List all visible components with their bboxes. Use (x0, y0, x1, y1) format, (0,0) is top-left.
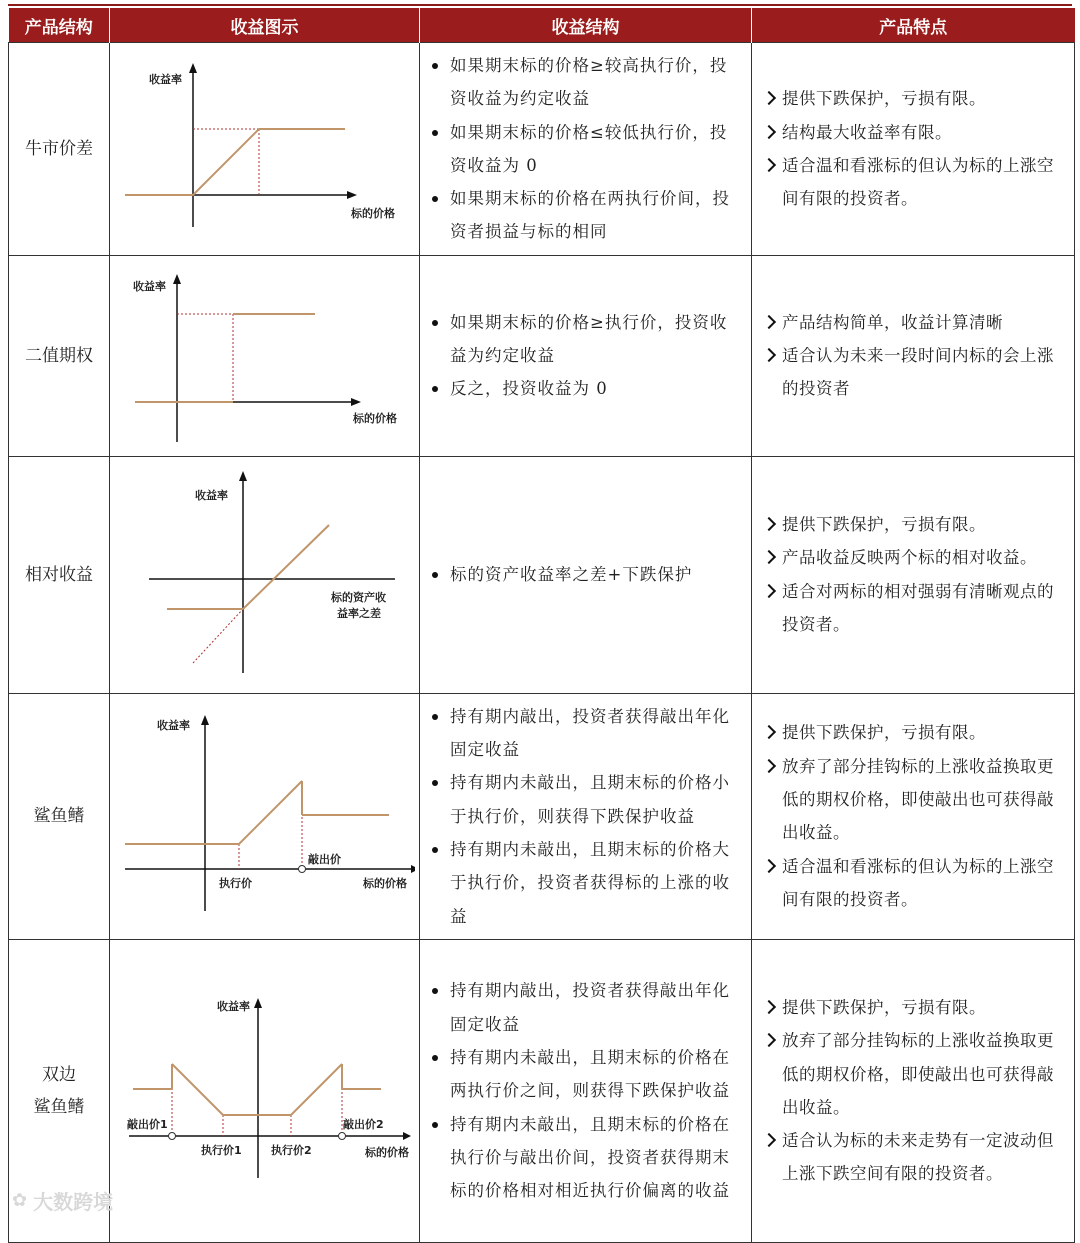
product-name: 牛市价差 (9, 43, 110, 256)
x-axis-label: 标的价格 (350, 206, 395, 220)
x-axis-arrow-icon (351, 398, 361, 406)
feature-item: 提供下跌保护，亏损有限。 (762, 991, 1066, 1024)
payoff-chart-cell (110, 693, 420, 939)
double-shark-fin-chart (115, 940, 415, 1238)
knockout2-label: 敲出价2 (342, 1117, 384, 1131)
payoff-structure-cell (420, 255, 752, 456)
features-cell (752, 43, 1075, 256)
payoff-structure-cell (420, 43, 752, 256)
product-structure-table (8, 8, 1075, 1243)
structure-item: 如果期末标的价格≥执行价，投资收益为约定收益 (430, 306, 743, 373)
y-axis-arrow-icon (189, 63, 197, 73)
shark-fin-chart (115, 699, 415, 929)
feature-item: 产品收益反映两个标的相对收益。 (762, 541, 1066, 574)
payoff-line (125, 129, 345, 195)
feature-item: 结构最大收益率有限。 (762, 116, 1066, 149)
payoff-structure-cell (420, 939, 752, 1242)
structure-item: 持有期内敲出，投资者获得敲出年化固定收益 (430, 974, 743, 1041)
payoff-chart-cell (110, 939, 420, 1242)
structure-list (430, 974, 743, 1207)
payoff-structure-cell (420, 693, 752, 939)
structure-item: 反之，投资收益为 0 (430, 372, 743, 405)
features-cell (752, 693, 1075, 939)
y-axis-label: 收益率 (132, 279, 166, 293)
table-row (9, 456, 1075, 693)
structure-list (430, 558, 743, 591)
x-axis-label-line2: 益率之差 (336, 606, 381, 620)
structure-item: 持有期内未敲出，且期末标的价格小于执行价，则获得下跌保护收益 (430, 766, 743, 833)
x-axis-label-line1: 标的资产收 (330, 590, 386, 604)
x-axis-arrow-icon (403, 1132, 411, 1140)
feature-item: 提供下跌保护，亏损有限。 (762, 716, 1066, 749)
feature-item: 适合温和看涨标的但认为标的上涨空间有限的投资者。 (762, 850, 1066, 917)
feature-item: 提供下跌保护，亏损有限。 (762, 82, 1066, 115)
knockout2-marker (338, 1132, 345, 1139)
knockout1-label: 敲出价1 (126, 1117, 168, 1131)
features-list (762, 508, 1066, 641)
y-axis-arrow-icon (254, 998, 262, 1008)
strike1-label: 执行价1 (200, 1143, 242, 1157)
payoff-center-line (172, 1064, 342, 1115)
y-axis-arrow-icon (173, 274, 181, 284)
table-row (9, 693, 1075, 939)
feature-item: 放弃了部分挂钩标的上涨收益换取更低的期权价格，即使敲出也可获得敲出收益。 (762, 750, 1066, 850)
structure-item: 标的资产收益率之差+下跌保护 (430, 558, 743, 591)
table-row (9, 939, 1075, 1242)
relative-return-chart (115, 457, 415, 689)
product-name-line2: 鲨鱼鳍 (33, 1096, 85, 1117)
knockout1-marker (168, 1132, 175, 1139)
feature-item: 适合对两标的相对强弱有清晰观点的投资者。 (762, 575, 1066, 642)
bull-spread-chart (115, 49, 415, 245)
structure-list (430, 700, 743, 933)
watermark (12, 1186, 113, 1215)
strike-label: 执行价 (218, 877, 252, 891)
x-axis-label: 标的价格 (364, 1145, 409, 1159)
payoff-chart-cell (110, 255, 420, 456)
top-rule (8, 4, 1072, 6)
structure-list (430, 306, 743, 406)
features-list (762, 991, 1066, 1191)
table-row (9, 43, 1075, 256)
feature-item: 提供下跌保护，亏损有限。 (762, 508, 1066, 541)
feature-item: 放弃了部分挂钩标的上涨收益换取更低的期权价格，即使敲出也可获得敲出收益。 (762, 1024, 1066, 1124)
knockout-label: 敲出价 (307, 853, 341, 867)
y-axis-arrow-icon (201, 715, 209, 725)
payoff-structure-cell (420, 456, 752, 693)
structure-item: 如果期末标的价格≥较高执行价，投资收益为约定收益 (430, 49, 743, 116)
feature-item: 适合温和看涨标的但认为标的上涨空间有限的投资者。 (762, 149, 1066, 216)
binary-option-chart (115, 256, 415, 452)
y-axis-label: 收益率 (156, 719, 190, 733)
y-axis-arrow-icon (239, 471, 247, 481)
x-axis-label: 标的价格 (352, 411, 397, 425)
features-list (762, 82, 1066, 215)
header-product-features: 产品特点 (752, 8, 1075, 43)
feature-item: 适合认为未来一段时间内标的会上涨的投资者 (762, 339, 1066, 406)
feature-item: 产品结构简单，收益计算清晰 (762, 306, 1066, 339)
y-axis-label: 收益率 (194, 488, 228, 502)
structure-item: 持有期内未敲出，且期末标的价格在两执行价之间，则获得下跌保护收益 (430, 1041, 743, 1108)
watermark-text: 大数跨境 (33, 1190, 114, 1214)
product-name: 鲨鱼鳍 (9, 693, 110, 939)
table-row (9, 255, 1075, 456)
strike2-label: 执行价2 (270, 1143, 312, 1157)
structure-item: 持有期内未敲出，且期末标的价格在执行价与敲出价间，投资者获得期末标的价格相对相近执行价偏离的收益 (430, 1108, 743, 1208)
watermark-logo-icon: ✿ (12, 1190, 28, 1211)
header-product-structure: 产品结构 (9, 8, 110, 43)
x-axis-arrow-icon (347, 191, 357, 199)
structure-item: 持有期内敲出，投资者获得敲出年化固定收益 (430, 700, 743, 767)
payoff-upside-line (243, 525, 329, 609)
product-name: 二值期权 (9, 255, 110, 456)
features-list (762, 306, 1066, 406)
structure-item: 持有期内未敲出，且期末标的价格大于执行价，投资者获得标的上涨的收益 (430, 833, 743, 933)
header-payoff-structure: 收益结构 (420, 8, 752, 43)
features-cell (752, 255, 1075, 456)
header-row (9, 8, 1075, 43)
features-cell (752, 939, 1075, 1242)
payoff-chart-cell (110, 456, 420, 693)
y-axis-label: 收益率 (148, 72, 182, 86)
structure-list (430, 49, 743, 249)
feature-item: 适合认为标的未来走势有一定波动但上涨下跌空间有限的投资者。 (762, 1124, 1066, 1191)
y-axis-label: 收益率 (216, 999, 250, 1013)
product-name: 相对收益 (9, 456, 110, 693)
product-name-line1: 双边 (42, 1064, 76, 1085)
unprotected-guide (193, 609, 243, 663)
features-cell (752, 456, 1075, 693)
structure-item: 如果期末标的价格≤较低执行价，投资收益为 0 (430, 116, 743, 183)
payoff-chart-cell (110, 43, 420, 256)
structure-item: 如果期末标的价格在两执行价间，投资者损益与标的相同 (430, 182, 743, 249)
knockout-marker (298, 866, 305, 873)
x-axis-arrow-icon (411, 865, 415, 873)
features-list (762, 716, 1066, 916)
header-payoff-chart: 收益图示 (110, 8, 420, 43)
x-axis-label: 标的价格 (362, 877, 407, 891)
payoff-participation-line (125, 781, 302, 844)
